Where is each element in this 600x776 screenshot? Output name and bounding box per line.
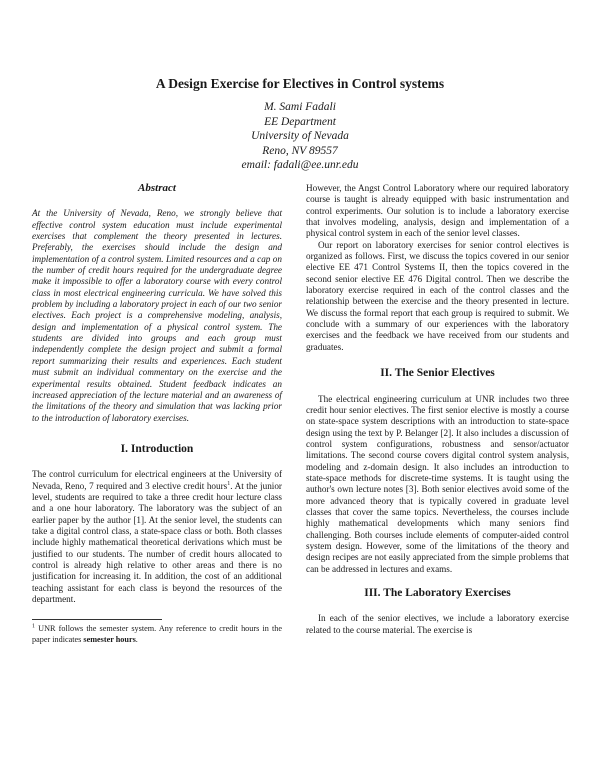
footnote-text-part1: UNR follows the semester system. Any reference to credit hours in the paper indicates	[32, 624, 282, 644]
organization-paragraph: Our report on laboratory exercises for senior control electives is organized as follows. First, we discuss the topics covered in our senior elective EE 471 Control Systems II, then the topics covered in the second senior elective EE 476 Digital control. Then we describe the laboratory exercise required in each of the control classes and the relationship between the exercise and the theory presented in lecture. We discuss the formal report that each group is required to submit. We conclude with a summary of our experiences with the laboratory exercises and the feedback we have received from our students and graduates.	[306, 239, 569, 352]
author-location: Reno, NV 89557	[262, 144, 338, 157]
abstract-section	[32, 208, 282, 424]
introduction-text-part1: The control curriculum for electrical engineers at the University of Nevada, Reno, 7 required and 3 elective credit hours	[32, 469, 282, 491]
author-department: EE Department	[264, 115, 336, 128]
introduction-heading: I. Introduction	[120, 442, 194, 455]
footnote-text-part2: .	[135, 634, 138, 644]
footnote	[32, 624, 282, 645]
footnote-mark: 1	[32, 623, 35, 630]
introduction-text-part2: . At the junior level, students are required to take a three credit hour lecture class and a one hour laboratory. The laboratory was the subject of an earlier paper by the author [1]. At the senior level, the students can take a digital control class, a state-space class or both. Both classes include highly mathematical theoretical derivations which must be justified to our students. The number of credit hours allocated to control is already high relative to other areas and there is no justification for increasing it. In addition, the cost of an additional teaching assistant for each class is beyond the resources of the department.	[32, 480, 282, 604]
intro-continuation-paragraph: However, the Angst Control Laboratory where our required laboratory course is taught is already equipped with basic instrumentation and control experiments. Our solution is to include a laboratory exercise that involves modeling, analysis, design and implementation of a physical control system in each of the senior level classes.	[306, 183, 569, 239]
left-column	[32, 183, 282, 645]
senior-electives-paragraph: The electrical engineering curriculum at UNR includes two three credit hour senior electives. The first senior elective is mostly a course on state-space system descriptions with an introduction to state-space design using the text by P. Belanger [2]. It also includes a discussion of control system configurations, robustness and sensor/actuator limitations. The second course covers digital control system analysis, modeling and z-domain design. It also includes an introduction to state-space methods for discrete-time systems. It is taught using the author's own lecture notes [3]. Both senior electives avoid some of the more advanced theory that is typically covered in graduate level classes that cover the same topics. Nevertheless, the courses include highly mathematical developments which many seniors find challenging. Both courses include elements of computer-aided control system design. However, some of the limitations of the theory and design recipes are not easily appreciated from the simple problems that can be addressed in lectures and exams.	[306, 393, 569, 574]
author-name: M. Sami Fadali	[264, 101, 336, 113]
senior-electives-heading: II. The Senior Electives	[380, 367, 495, 380]
right-column	[306, 183, 569, 636]
lab-exercises-heading: III. The Laboratory Exercises	[364, 587, 511, 599]
author-university: University of Nevada	[251, 130, 349, 143]
footnote-divider	[32, 619, 162, 620]
abstract-heading: Abstract	[138, 182, 176, 194]
paper-title: A Design Exercise for Electives in Control systems	[155, 76, 445, 91]
footnote-bold-term: semester hours	[83, 634, 136, 644]
author-email: email: fadali@ee.unr.edu	[241, 159, 359, 172]
footnote-reference: 1	[227, 480, 231, 487]
lab-exercises-paragraph: In each of the senior electives, we include a laboratory exercise related to the course material. The exercise is	[306, 613, 569, 635]
abstract-text: At the University of Nevada, Reno, we strongly believe that effective control system education must include experimental exercises that complement the theory presented in lectures. Preferably, the exercises should include the design and implementation of a control system. Limited resources and a cap on the number of credit hours required for the undergraduate degree make it impossible to offer a laboratory course with every control class in most electrical engineering curricula. We have solved this problem by including a laboratory project in each of our two senior electives. Each project is a comprehensive modeling, analysis, design and implementation of a physical control system. The students are divided into groups and each group must independently complete the design project and submit a formal report summarizing their results and experiences. Each student must submit an individual commentary on the exercise and the experimental results obtained. Student feedback indicates an increased appreciation of the lecture material and an awareness of the limitations of the theory and simulation that was lacking prior to the introduction of laboratory exercises.	[32, 208, 282, 423]
author-block	[0, 100, 600, 173]
introduction-paragraph	[32, 469, 282, 605]
